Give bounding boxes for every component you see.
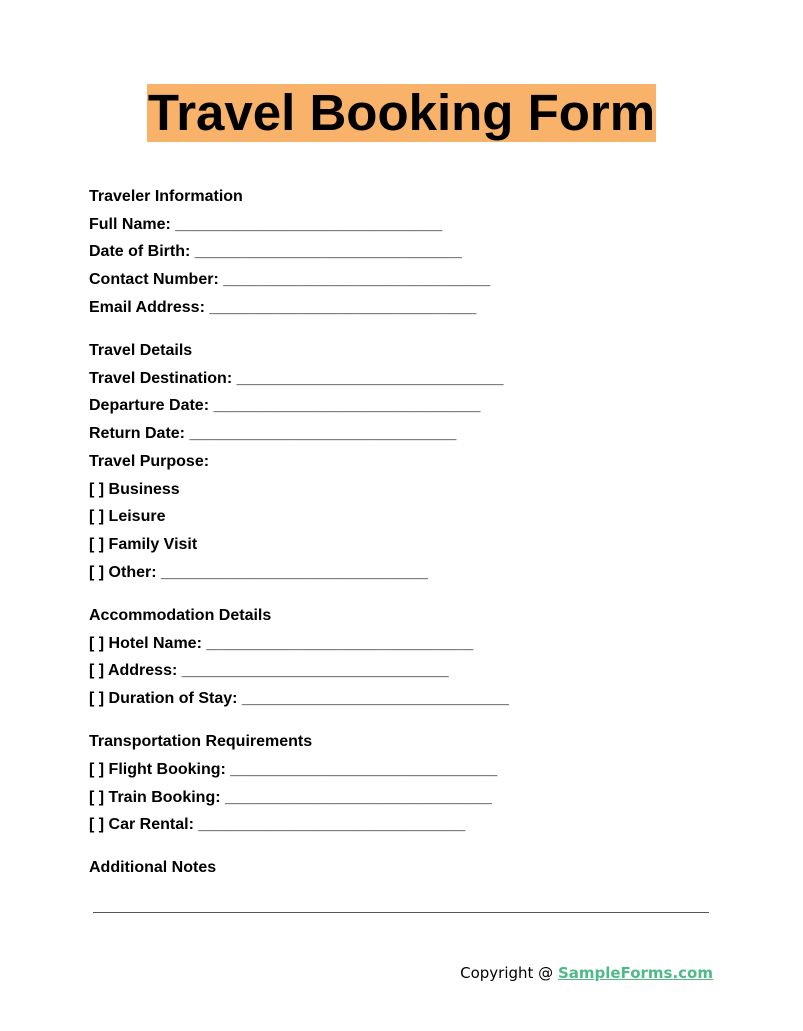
section-heading: Transportation Requirements bbox=[89, 733, 313, 751]
checkbox-leisure[interactable]: [ ] Leisure bbox=[89, 508, 166, 526]
field-date-of-birth[interactable]: Date of Birth: ______________________________ bbox=[89, 243, 462, 261]
section-heading: Traveler Information bbox=[89, 188, 243, 205]
field-return-date[interactable]: Return Date: ______________________________ bbox=[89, 425, 457, 443]
checkbox-family-visit[interactable]: [ ] Family Visit bbox=[89, 535, 198, 553]
checkbox-other[interactable]: [ ] Other: ______________________________ bbox=[89, 563, 428, 581]
form-body bbox=[89, 183, 729, 882]
section-transportation-requirements bbox=[89, 728, 729, 839]
field-contact-number[interactable]: Contact Number: ______________________________ bbox=[89, 271, 491, 289]
field-duration-of-stay[interactable]: [ ] Duration of Stay: ______________________________ bbox=[89, 689, 509, 707]
field-email-address[interactable]: Email Address: ______________________________ bbox=[89, 298, 477, 316]
page-title: Travel Booking Form bbox=[147, 84, 656, 141]
field-car-rental[interactable]: [ ] Car Rental: ______________________________ bbox=[89, 816, 466, 834]
section-heading: Accommodation Details bbox=[89, 606, 272, 624]
field-travel-destination[interactable]: Travel Destination: ______________________________ bbox=[89, 369, 504, 387]
section-accommodation-details bbox=[89, 602, 729, 713]
section-additional-notes bbox=[89, 854, 729, 882]
notes-line[interactable] bbox=[93, 912, 709, 913]
copyright-text: Copyright @ bbox=[460, 964, 558, 982]
checkbox-business[interactable]: [ ] Business bbox=[89, 480, 180, 498]
label-travel-purpose: Travel Purpose: bbox=[89, 452, 210, 470]
field-departure-date[interactable]: Departure Date: ______________________________ bbox=[89, 397, 481, 415]
title-container bbox=[0, 84, 803, 142]
field-hotel-name[interactable]: [ ] Hotel Name: ______________________________ bbox=[89, 634, 474, 652]
section-travel-details bbox=[89, 337, 729, 586]
field-full-name[interactable]: Full Name: ______________________________ bbox=[89, 215, 443, 233]
field-flight-booking[interactable]: [ ] Flight Booking: ______________________________ bbox=[89, 760, 498, 778]
footer-copyright bbox=[460, 964, 713, 982]
section-heading: Travel Details bbox=[89, 342, 193, 360]
field-train-booking[interactable]: [ ] Train Booking: ______________________________ bbox=[89, 788, 492, 806]
brand-link[interactable]: SampleForms.com bbox=[557, 964, 713, 982]
section-heading: Additional Notes bbox=[89, 859, 217, 877]
section-traveler-information bbox=[89, 183, 729, 322]
field-address[interactable]: [ ] Address: ______________________________ bbox=[89, 662, 449, 680]
